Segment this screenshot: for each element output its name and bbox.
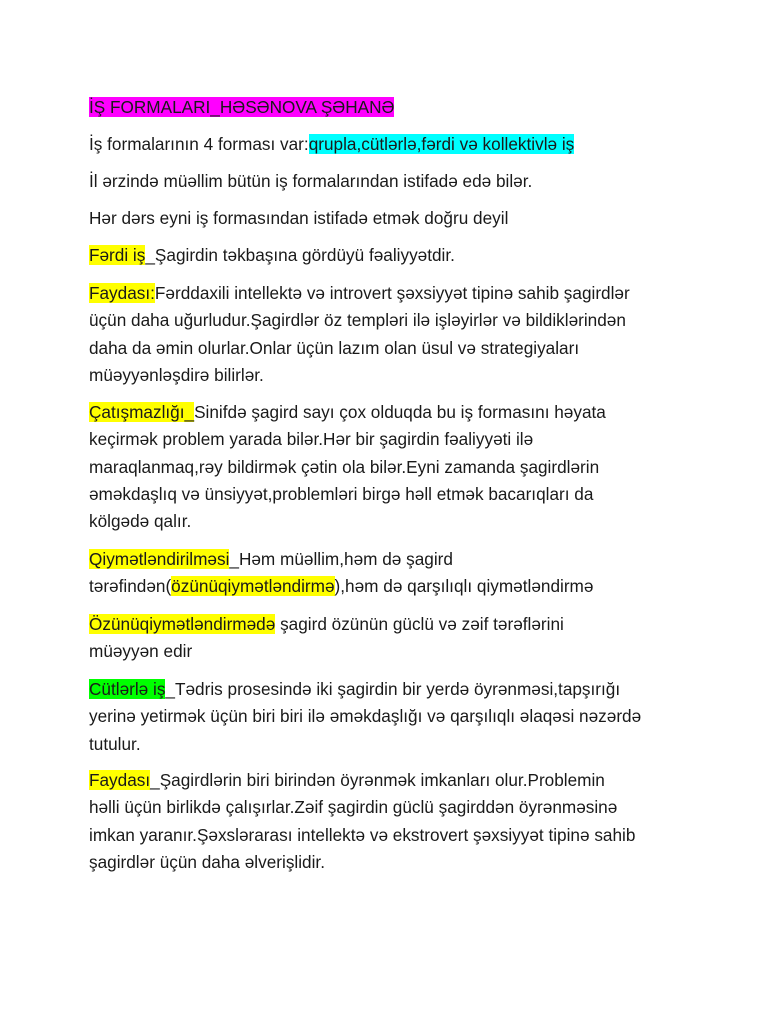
drawback-line: kölgədə qalır. <box>89 511 192 532</box>
assessment-line2-pre: tərəfindən( <box>89 576 172 597</box>
assessment-line1: _Həm müəllim,həm də şagird <box>229 549 453 569</box>
paragraph-self-assessment <box>89 611 689 666</box>
self-term: Özünüqiymətləndirmədə <box>89 614 276 634</box>
self-assessment-term: özünüqiymətləndirmə <box>171 576 335 597</box>
individual-term: Fərdi iş <box>89 245 146 265</box>
assessment-line2-post: ),həm də qarşılıqlı qiymətləndirmə <box>334 576 594 597</box>
pairs-line: yerinə yetirmək üçün biri biri ilə əməkdaşlığı və qarşılıqlı əlaqəsi nəzərdə <box>89 706 642 727</box>
benefit1-line: Fərddaxili intellektə və introvert şəxsiyyət tipinə sahib şagirdlər <box>154 283 630 303</box>
paragraph-pair-work <box>89 676 689 758</box>
paragraph-drawback <box>89 399 689 535</box>
benefit2-term: Faydası <box>89 770 151 790</box>
self-line1: şagird özünün güclü və zəif tərəflərini <box>275 614 564 634</box>
drawback-line: Sinifdə şagird sayı çox olduqda bu iş formasını həyata <box>194 402 606 422</box>
pairs-term: Cütlərlə iş <box>89 679 166 699</box>
pairs-line: tutulur. <box>89 733 141 754</box>
benefit2-line: həlli üçün birlikdə çalışırlar.Zəif şagirdin güclü şagirddən öyrənməsinə <box>89 797 618 818</box>
paragraph-every-lesson <box>89 205 689 232</box>
paragraph-individual-work <box>89 242 689 269</box>
benefit2-line: imkan yaranır.Şəxslərarası intellektə və ekstrovert şəxsiyyət tipinə sahib <box>89 824 636 845</box>
forms-highlight: qrupla,cütlərlə,fərdi və kollektivlə iş <box>308 134 575 154</box>
assessment-term: Qiymətləndirilməsi <box>89 549 230 569</box>
year-text: İl ərzində müəllim bütün iş formalarından istifadə edə bilər. <box>89 171 533 191</box>
drawback-term: Çatışmazlığı_ <box>89 402 195 422</box>
benefit1-line: üçün daha uğurludur.Şagirdlər öz templəri ilə işləyirlər və bildiklərindən <box>89 310 626 331</box>
forms-lead: İş formalarının 4 forması var: <box>89 134 309 154</box>
self-line2: müəyyən edir <box>89 641 193 662</box>
benefit1-line: daha da əmin olurlar.Onlar üçün lazım olan üsul və strategiyaları <box>89 337 580 358</box>
drawback-line: maraqlanmaq,rəy bildirmək çətin ola bilər.Eyni zamanda şagirdlərin <box>89 456 600 477</box>
title-highlight: İŞ FORMALARI_HƏSƏNOVA ŞƏHANƏ <box>89 97 395 117</box>
paragraph-year <box>89 168 689 195</box>
pairs-line: _Tədris prosesində iki şagirdin bir yerdə öyrənməsi,tapşırığı <box>165 679 621 699</box>
benefit2-line: şagirdlər üçün daha əlverişlidir. <box>89 851 325 872</box>
benefit2-line: _Şagirdlərin biri birindən öyrənmək imkanları olur.Problemin <box>150 770 605 790</box>
paragraph-forms <box>89 131 689 158</box>
benefit1-term: Faydası: <box>89 283 155 303</box>
every-text: Hər dərs eyni iş formasından istifadə etmək doğru deyil <box>89 208 509 228</box>
paragraph-benefit-individual <box>89 280 689 389</box>
drawback-line: keçirmək problem yarada bilər.Hər bir şagirdin fəaliyyəti ilə <box>89 429 534 450</box>
drawback-line: əməkdaşlıq və ünsiyyət,problemləri birgə həll etmək bacarıqları da <box>89 483 594 504</box>
paragraph-assessment <box>89 546 689 601</box>
individual-text: _Şagirdin təkbaşına gördüyü fəaliyyətdir. <box>145 245 455 265</box>
paragraph-benefit-pairs <box>89 767 689 876</box>
document-title <box>89 94 689 121</box>
benefit1-line: müəyyənləşdirə bilirlər. <box>89 364 264 385</box>
